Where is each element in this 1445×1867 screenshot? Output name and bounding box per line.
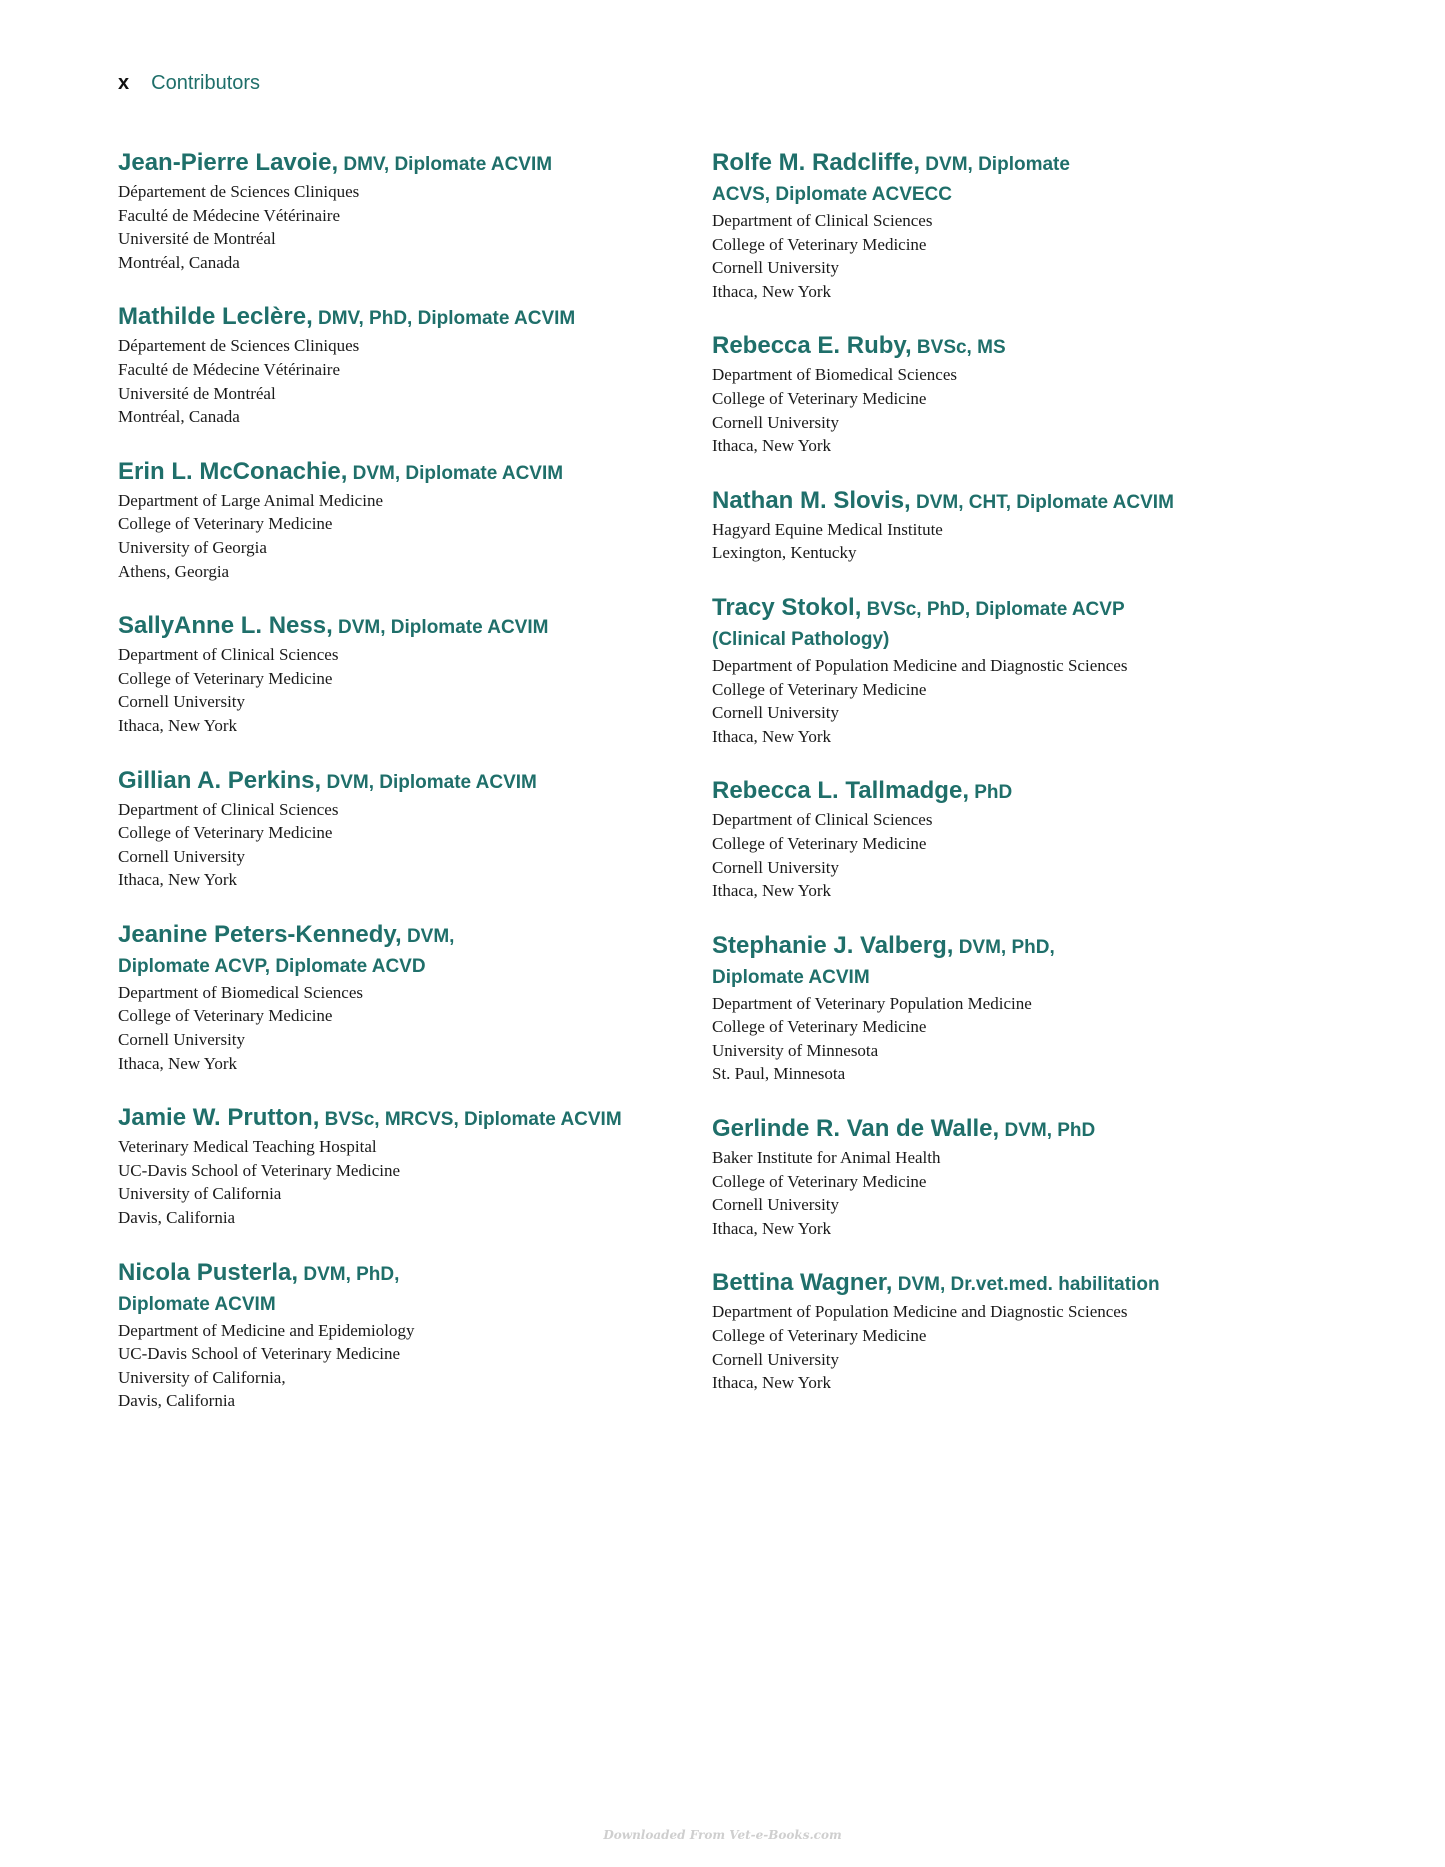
affiliation-line: Université de Montréal xyxy=(118,383,276,403)
contributor-credentials: DVM, Dr.vet.med. habilitation xyxy=(892,1274,1160,1296)
affiliation-line: College of Veterinary Medicine xyxy=(712,234,927,254)
affiliation-line: Montréal, Canada xyxy=(118,407,240,427)
contributor-name: Jamie W. Prutton, xyxy=(118,1104,320,1132)
contributor-entry xyxy=(118,457,678,583)
affiliation-line: Department of Biomedical Sciences xyxy=(712,365,957,385)
contributor-credentials: DVM, xyxy=(401,925,455,947)
running-head xyxy=(118,70,260,96)
contributor-credentials-continued: Diplomate ACVIM xyxy=(712,966,870,988)
contributor-name: SallyAnne L. Ness, xyxy=(118,612,333,640)
contributor-entry xyxy=(712,1114,1352,1240)
contributor-heading xyxy=(712,1114,1352,1146)
affiliation-line: Ithaca, New York xyxy=(712,881,831,901)
affiliation-line: College of Veterinary Medicine xyxy=(118,823,333,843)
contributor-name: Jeanine Peters-Kennedy, xyxy=(118,920,402,948)
contributor-credentials-continued: Diplomate ACVIM xyxy=(118,1293,276,1315)
affiliation-line: College of Veterinary Medicine xyxy=(712,1326,927,1346)
affiliation-line: Cornell University xyxy=(712,412,840,432)
affiliation-line: Cornell University xyxy=(118,846,246,866)
contributor-entry xyxy=(118,766,678,892)
contributor-entry xyxy=(712,776,1352,902)
contributor-entry xyxy=(712,1268,1352,1394)
contributor-entry xyxy=(712,593,1352,748)
affiliation-line: College of Veterinary Medicine xyxy=(712,388,927,408)
contributor-heading xyxy=(118,920,678,952)
affiliation-line: College of Veterinary Medicine xyxy=(712,1171,927,1191)
contributor-credentials-continued: Diplomate ACVP, Diplomate ACVD xyxy=(118,955,426,977)
contributor-credentials: DVM, Diplomate ACVIM xyxy=(347,462,564,484)
affiliation-line: Cornell University xyxy=(712,258,840,278)
contributor-heading xyxy=(712,776,1352,808)
contributor-credentials: DMV, PhD, Diplomate ACVIM xyxy=(312,308,576,330)
affiliation-line: College of Veterinary Medicine xyxy=(118,1006,333,1026)
contributor-entry xyxy=(118,1258,678,1413)
contributor-name: Bettina Wagner, xyxy=(712,1269,893,1297)
affiliation-line: Baker Institute for Animal Health xyxy=(712,1148,941,1168)
affiliation-line: Davis, California xyxy=(118,1391,236,1411)
contributor-heading xyxy=(118,611,678,643)
affiliation-line: Ithaca, New York xyxy=(118,715,237,735)
contributor-entry xyxy=(118,920,678,1075)
affiliation-line: Cornell University xyxy=(712,1195,840,1215)
contributor-heading xyxy=(118,302,678,334)
contributor-entry xyxy=(712,486,1352,565)
contributor-entry xyxy=(712,148,1352,303)
contributor-entry xyxy=(712,931,1352,1086)
contributor-heading xyxy=(118,766,678,798)
running-title: Contributors xyxy=(151,72,261,94)
affiliation-line: Ithaca, New York xyxy=(712,1218,831,1238)
contributor-name: Mathilde Leclère, xyxy=(118,303,313,331)
contributor-credentials-continued: ACVS, Diplomate ACVECC xyxy=(712,184,952,205)
contributor-heading xyxy=(712,331,1352,363)
affiliation-line: UC-Davis School of Veterinary Medicine xyxy=(118,1160,401,1180)
contributor-credentials-continued: (Clinical Pathology) xyxy=(712,628,890,650)
affiliation-line: Département de Sciences Cliniques xyxy=(118,182,360,201)
affiliation-line: Department of Veterinary Population Medicine xyxy=(712,993,1032,1013)
contributor-entry xyxy=(118,148,678,274)
contributor-credentials: BVSc, MRCVS, Diplomate ACVIM xyxy=(319,1109,622,1131)
affiliation-line: Department of Clinical Sciences xyxy=(712,810,933,830)
affiliation-line: Department of Medicine and Epidemiology xyxy=(118,1320,415,1340)
affiliation-line: Department of Clinical Sciences xyxy=(118,799,339,819)
contributor-name: Rebecca E. Ruby, xyxy=(712,332,912,360)
contributor-entry xyxy=(712,331,1352,457)
affiliation-line: Ithaca, New York xyxy=(712,1373,831,1393)
affiliation-line: Department of Population Medicine and Diagnostic Sciences xyxy=(712,1302,1128,1322)
contributor-name: Stephanie J. Valberg, xyxy=(712,931,954,959)
affiliation-line: College of Veterinary Medicine xyxy=(118,668,333,688)
contributor-credentials: DMV, Diplomate ACVIM xyxy=(338,154,553,175)
affiliation-line: College of Veterinary Medicine xyxy=(712,1017,927,1037)
affiliation-line: Davis, California xyxy=(118,1208,236,1228)
affiliation-line: Cornell University xyxy=(712,857,840,877)
page-number: x xyxy=(118,72,130,94)
contributor-credentials: PhD xyxy=(968,782,1013,804)
contributor-credentials: DVM, CHT, Diplomate ACVIM xyxy=(910,491,1174,513)
contributor-name: Gerlinde R. Van de Walle, xyxy=(712,1115,1000,1143)
contributor-name: Nathan M. Slovis, xyxy=(712,486,911,514)
affiliation-line: Montréal, Canada xyxy=(118,252,240,272)
affiliation-line: University of California, xyxy=(118,1367,286,1387)
contributor-credentials: DVM, PhD xyxy=(999,1120,1096,1142)
affiliation-line: Department of Clinical Sciences xyxy=(712,211,933,230)
contributor-name: Rolfe M. Radcliffe, xyxy=(712,149,921,176)
affiliation-line: Department of Clinical Sciences xyxy=(118,645,339,665)
contributor-name: Jean-Pierre Lavoie, xyxy=(118,149,339,176)
affiliation-line: Lexington, Kentucky xyxy=(712,543,857,563)
affiliation-line: Faculté de Médecine Vétérinaire xyxy=(118,359,340,379)
contributor-entry xyxy=(118,302,678,428)
affiliation-line: University of Minnesota xyxy=(712,1040,879,1060)
contributors-left-column xyxy=(118,148,678,1441)
affiliation-line: Athens, Georgia xyxy=(118,561,230,581)
affiliation-line: Département de Sciences Cliniques xyxy=(118,336,360,356)
affiliation-line: University of California xyxy=(118,1184,282,1204)
affiliation-line: Department of Large Animal Medicine xyxy=(118,490,383,510)
contributor-name: Nicola Pusterla, xyxy=(118,1258,299,1286)
contributor-credentials: DVM, Diplomate ACVIM xyxy=(332,617,549,639)
affiliation-line: Cornell University xyxy=(712,1349,840,1369)
affiliation-line: Ithaca, New York xyxy=(118,1053,237,1073)
affiliation-line: Cornell University xyxy=(712,703,840,723)
affiliation-line: Ithaca, New York xyxy=(712,726,831,746)
affiliation-line: Department of Biomedical Sciences xyxy=(118,982,363,1002)
affiliation-line: Ithaca, New York xyxy=(118,870,237,890)
contributor-credentials: BVSc, MS xyxy=(911,337,1006,359)
contributor-name: Erin L. McConachie, xyxy=(118,457,348,485)
contributor-credentials: DVM, Diplomate xyxy=(920,154,1070,175)
contributor-entry xyxy=(118,1103,678,1229)
affiliation-line: Cornell University xyxy=(118,1030,246,1050)
affiliation-line: University of Georgia xyxy=(118,537,267,557)
affiliation-line: College of Veterinary Medicine xyxy=(712,833,927,853)
affiliation-line: UC-Davis School of Veterinary Medicine xyxy=(118,1344,401,1364)
contributor-credentials: DVM, PhD, xyxy=(953,936,1055,958)
contributor-heading xyxy=(118,457,678,489)
contributor-heading xyxy=(118,1103,678,1135)
affiliation-line: Ithaca, New York xyxy=(712,436,831,456)
affiliation-line: Hagyard Equine Medical Institute xyxy=(712,519,943,539)
contributor-credentials: DVM, PhD, xyxy=(298,1263,400,1285)
contributor-heading xyxy=(712,593,1352,625)
contributor-heading xyxy=(118,1258,678,1290)
contributor-credentials: DVM, Diplomate ACVIM xyxy=(321,771,537,793)
contributors-right-column xyxy=(712,148,1352,1423)
affiliation-line: Veterinary Medical Teaching Hospital xyxy=(118,1137,377,1157)
affiliation-line: College of Veterinary Medicine xyxy=(118,514,333,534)
affiliation-line: Ithaca, New York xyxy=(712,281,831,301)
affiliation-line: Department of Population Medicine and Diagnostic Sciences xyxy=(712,655,1128,675)
contributor-name: Gillian A. Perkins, xyxy=(118,766,322,794)
affiliation-line: St. Paul, Minnesota xyxy=(712,1064,846,1084)
contributor-heading xyxy=(712,486,1352,518)
contributor-heading xyxy=(712,931,1352,963)
download-watermark: Downloaded From Vet-e-Books.com xyxy=(603,1828,842,1842)
contributor-entry xyxy=(118,611,678,737)
affiliation-line: College of Veterinary Medicine xyxy=(712,679,927,699)
affiliation-line: Cornell University xyxy=(118,692,246,712)
contributor-heading xyxy=(712,148,1352,180)
contributor-credentials: BVSc, PhD, Diplomate ACVP xyxy=(861,598,1125,620)
affiliation-line: Faculté de Médecine Vétérinaire xyxy=(118,205,340,225)
contributor-heading xyxy=(118,148,678,180)
contributor-name: Tracy Stokol, xyxy=(712,593,862,621)
contributor-name: Rebecca L. Tallmadge, xyxy=(712,777,969,805)
affiliation-line: Université de Montréal xyxy=(118,229,276,249)
contributor-heading xyxy=(712,1268,1352,1300)
